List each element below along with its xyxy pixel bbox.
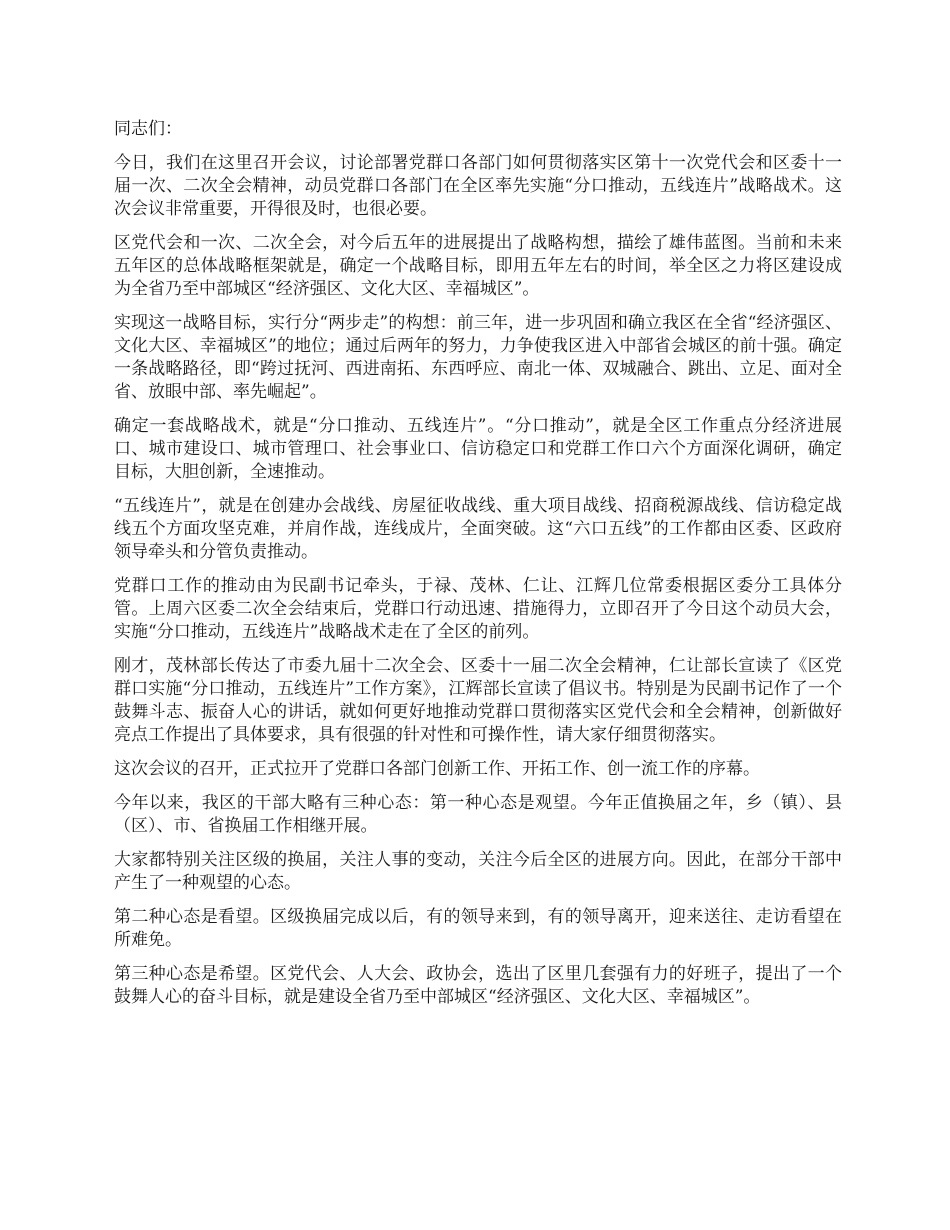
paragraph-11: 第二种心态是看望。区级换届完成以后，有的领导来到，有的领导离开，迎来送往、走访看望在所难免。 (114, 907, 842, 950)
greeting: 同志们： (114, 119, 182, 139)
paragraph-2: 区党代会和一次、二次全会，对今后五年的进展提出了战略构想，描绘了雄伟蓝图。当前和未来五年区的总体战略框架就是，确定一个战略目标，即用五年左右的时间，举全区之力将区建设成为全省乃至中部城区“经济强区、文化大区、幸福城区”。 (114, 233, 842, 299)
paragraph-1: 今日，我们在这里召开会议，讨论部署党群口各部门如何贯彻落实区第十一次党代会和区委十一届一次、二次全会精神，动员党群口各部门在全区率先实施“分口推动，五线连片”战略战术。这次会议非常重要，开得很及时，也很必要。 (114, 153, 842, 219)
document-body (114, 118, 842, 1020)
paragraph-4: 确定一套战略战术，就是“分口推动、五线连片”。“分口推动”，就是全区工作重点分经济进展口、城市建设口、城市管理口、社会事业口、信访稳定口和党群工作口六个方面深化调研，确定目标，大胆创新，全速推动。 (114, 416, 842, 482)
paragraph-9: 今年以来，我区的干部大略有三种心态：第一种心态是观望。今年正值换届之年，乡（镇）、县（区）、市、省换届工作相继开展。 (114, 793, 842, 836)
paragraph-5: “五线连片”，就是在创建办会战线、房屋征收战线、重大项目战线、招商税源战线、信访稳定战线五个方面攻坚克难，并肩作战，连线成片，全面突破。这“六口五线”的工作都由区委、区政府领导牵头和分管负责推动。 (114, 496, 842, 562)
paragraph-7: 刚才，茂林部长传达了市委九届十二次全会、区委十一届二次全会精神，仁让部长宣读了《区党群口实施“分口推动，五线连片”工作方案》，江辉部长宣读了倡议书。特别是为民副书记作了一个鼓舞斗志、振奋人心的讲话，就如何更好地推动党群口贯彻落实区党代会和全会精神，创新做好亮点工作提出了具体要求，具有很强的针对性和可操作性，请大家仔细贯彻落实。 (114, 656, 842, 745)
paragraph-12: 第三种心态是希望。区党代会、人大会、政协会，选出了区里几套强有力的好班子，提出了一个鼓舞人心的奋斗目标，就是建设全省乃至中部城区“经济强区、文化大区、幸福城区”。 (114, 964, 842, 1007)
paragraph-3: 实现这一战略目标，实行分“两步走”的构想：前三年，进一步巩固和确立我区在全省“经济强区、文化大区、幸福城区”的地位；通过后两年的努力，力争使我区进入中部省会城区的前十强。确定一条战略路径，即“跨过抚河、西进南拓、东西呼应、南北一体、双城融合、跳出、立足、面对全省、放眼中部、率先崛起”。 (114, 313, 842, 402)
paragraph-6: 党群口工作的推动由为民副书记牵头，于禄、茂林、仁让、江辉几位常委根据区委分工具体分管。上周六区委二次全会结束后，党群口行动迅速、措施得力，立即召开了今日这个动员大会，实施“分口推动，五线连片”战略战术走在了全区的前列。 (114, 576, 842, 642)
paragraph-10: 大家都特别关注区级的换届，关注人事的变动，关注今后全区的进展方向。因此，在部分干部中产生了一种观望的心态。 (114, 850, 842, 893)
paragraph-8: 这次会议的召开，正式拉开了党群口各部门创新工作、开拓工作、创一流工作的序幕。 (114, 759, 760, 779)
